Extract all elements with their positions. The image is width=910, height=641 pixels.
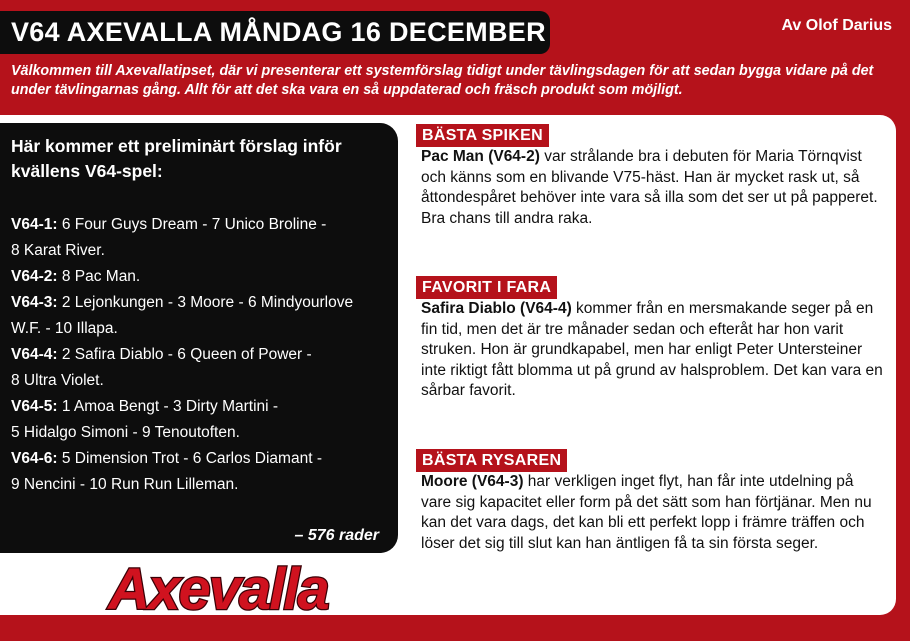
section-body: Pac Man (V64-2) var strålande bra i debuten för Maria Törnqvist och känns som en blivande V75-häst. Han är mycket rask ut, så åttondespåret behöver inte vara så illa som det ser ut på papperet. Bra chans till andra raka. [421, 148, 878, 227]
section-tag: BÄSTA RYSAREN [416, 449, 567, 472]
proposal-line: V64-4: 2 Safira Diablo - 6 Queen of Power - [11, 346, 312, 363]
section-best-spike [416, 124, 886, 229]
section-tag: FAVORIT I FARA [416, 276, 557, 299]
section-body: Safira Diablo (V64-4) kommer från en mersmakande seger på en fin tid, men det är tre månader sedan och efteråt har hon varit struken. Hon är grundkapabel, men har enligt Peter Untersteiner inte riktigt fått blomma ut på grund av halsproblem. Det kan vara en sårbar favorit. [421, 300, 883, 399]
author-byline: Av Olof Darius [781, 17, 892, 34]
proposal-heading: Här kommer ett preliminärt förslag inför kvällens V64-spel: [11, 136, 342, 181]
row-count: – 576 rader [294, 527, 379, 544]
logo-wordmark: Axevalla [108, 557, 328, 622]
section-tag: BÄSTA SPIKEN [416, 124, 549, 147]
title-bar [0, 11, 550, 54]
proposal-box [0, 123, 398, 553]
proposal-line: W.F. - 10 Illapa. [11, 320, 118, 337]
section-best-surprise [416, 449, 886, 554]
intro-text: Välkommen till Axevallatipset, där vi presenterar ett systemförslag tidigt under tävlingsdagen för att sedan bygga vidare på det under tävlingarnas gång. Allt för att det ska vara en så uppdaterad och fräsch produkt som möjligt. [11, 63, 874, 98]
proposal-line: V64-1: 6 Four Guys Dream - 7 Unico Broline - [11, 216, 327, 233]
page-title: V64 AXEVALLA MÅNDAG 16 DECEMBER [11, 17, 546, 47]
proposal-line: V64-6: 5 Dimension Trot - 6 Carlos Diamant - [11, 450, 322, 467]
proposal-line: 8 Karat River. [11, 242, 105, 259]
section-favorite-at-risk [416, 276, 886, 402]
proposal-line: 5 Hidalgo Simoni - 9 Tenoutoften. [11, 424, 240, 441]
proposal-line: 9 Nencini - 10 Run Run Lilleman. [11, 476, 239, 493]
proposal-line: 8 Ultra Violet. [11, 372, 104, 389]
section-body: Moore (V64-3) har verkligen inget flyt, han får inte utdelning på vare sig kapacitet eller form på det sätt som han förtjänar. Men nu kan det vara dags, det kan bli ett perfekt lopp i främre träffen och löser det sig till slut kan han äntligen få ta sin första seger. [421, 473, 872, 552]
axevalla-logo [68, 553, 368, 623]
proposal-line: V64-2: 8 Pac Man. [11, 268, 141, 285]
proposal-line: V64-3: 2 Lejonkungen - 3 Moore - 6 Mindyourlove [11, 294, 354, 311]
proposal-list [11, 212, 396, 498]
proposal-line: V64-5: 1 Amoa Bengt - 3 Dirty Martini - [11, 398, 279, 415]
